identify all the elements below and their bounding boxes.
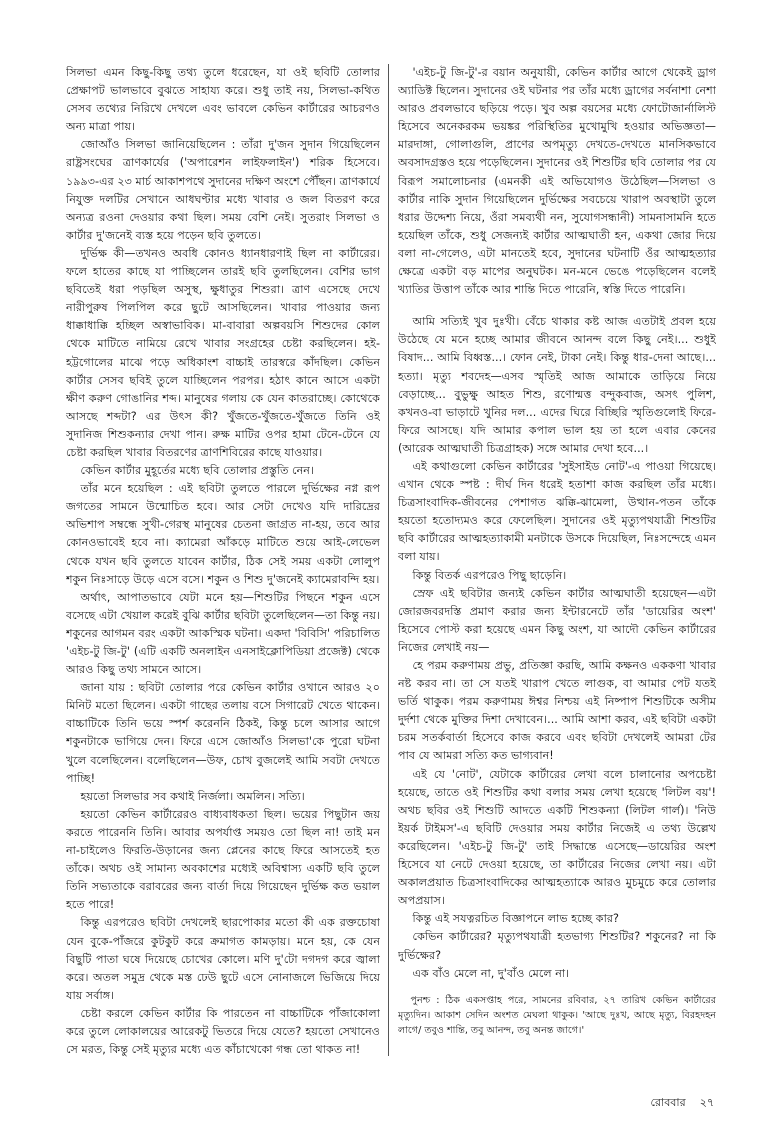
- paragraph: এই কথাগুলো কেভিন কার্টারের 'সুইসাইড নোট'-এ পাওয়া গিয়েছে। এখান থেকে স্পষ্ট : দীর্ঘ দিন ধরেই হতাশা কাজ করছিল তাঁর মধ্যে। চিত্রসাংবাদিক-জীবনের পেশাগত ঝক্কি-ঝামেলা, উত্থান-পতন তাঁকে হয়তো হতোদ্যমও করে ফেলেছিল। সুদানের ওই মৃত্যুপথযাত্রী শিশুটির ছবি কার্টারের আত্মহত্যাকামী মনটাকে উসকে দিয়েছিল, নিঃসন্দেহে এমন বলা যায়।: [398, 459, 716, 564]
- paragraph: চেষ্টা করলে কেভিন কার্টার কি পারতেন না বাচ্চাটিকে পাঁজাকোলা করে তুলে লোকালয়ের আরেকটু ভিতরে দিয়ে যেতে? হয়তো সেখানেও সে মরত, কিন্তু সেই মৃত্যুর মধ্যে এত কাঁচাখেকো গন্ধ তো থাকত না!: [66, 1006, 380, 1057]
- paragraph: কিন্তু বিতর্ক এরপরেও পিছু ছাড়েনি।: [412, 568, 567, 582]
- paragraph: হয়তো সিলভার সব কথাই নির্জলা। অমলিন। সত্যি।: [80, 789, 305, 803]
- page-footer: [636, 1094, 714, 1113]
- paragraph: এই যে 'নোট', যেটাকে কার্টারের লেখা বলে চালানোর অপচেষ্টা হয়েছে, তাতে ওই শিশুটির কথা বলার সময় লেখা হয়েছে 'লিটল বয়'! অথচ ছবির ওই শিশুটি আদতে একটি শিশুকন্যা (লিটল গার্ল)। 'নিউ ইয়র্ক টাইমস'-এ ছবিটি দেওয়ার সময় কার্টার নিজেই এ তথ্য উল্লেখ করেছিলেন। 'এইচ-টু জি-টু' তাই সিদ্ধান্তে এসেছে—ডায়েরির অংশ হিসেবে যা নেটে দেওয়া হয়েছে, তা কার্টারের নিজের লেখা নয়। এটা অকালপ্রয়াত চিত্রসাংবাদিকের আত্মহত্যাকে আরও মুচমুচে করে তোলার অপপ্রয়াস।: [398, 767, 716, 908]
- paragraph: কেভিন কার্টারের? মৃত্যুপথযাত্রী হতভাগ্য শিশুটির? শকুনের? না কি দুর্ভিক্ষের?: [398, 930, 716, 962]
- paragraph: সিলভা এমন কিছু-কিছু তথ্য তুলে ধরেছেন, যা ওই ছবিটি তোলার প্রেক্ষাপট ভালভাবে বুঝতে সাহায্য করে। শুধু তাই নয়, সিলভা-কথিত সেসব তথ্যের নিরিখে দেখলে এবং ভাবলে কেভিন কার্টারের আচরণও অন্য মাত্রা পায়।: [66, 66, 380, 134]
- paragraph: হয়তো কেভিন কার্টারেরও বাধ্যবাধকতা ছিল। ভয়ের পিছুটান জয় করতে পারেননি তিনি। আবার অপর্যাপ্ত সময়ও তো ছিল না! তাই মন না-চাইলেও ফিরতি-উড়ানের জন্য প্লেনের কাছে ফিরে আসতেই হত তাঁকে। অথচ ওই সামান্য অবকাশের মধ্যেই অবিশ্বাস্য একটি ছবি তুলে তিনি সভ্যতাকে বরাবরের জন্য বার্তা দিয়ে গিয়েছেন দুর্ভিক্ষ কত ভয়াল হতে পারে!: [66, 807, 380, 912]
- paragraph: কিন্তু এরপরেও ছবিটা দেখলেই ছারপোকার মতো কী এক রক্তচোষা যেন বুকে-পাঁজরে কুটকুট করে ক্রমাগত কামড়ায়। মনে হয়, কে যেন বিছুটি পাতা ঘষে দিয়েছে চোখের কোলে। মণি দু'টো দগদগ করে জ্বালা করে। অতল সমুদ্র থেকে মস্ত ঢেউ ছুটে এসে নোনাজলে ভিজিয়ে দিয়ে যায় সর্বাঙ্গ।: [66, 916, 380, 1002]
- paragraph: কেভিন কার্টার মুহূর্তের মধ্যে ছবি তোলার প্রস্তুতি নেন।: [80, 464, 314, 478]
- page-number: ২৭: [699, 1096, 714, 1109]
- paragraph: অর্থাৎ, আপাতভাবে যেটা মনে হয়—শিশুটির পিছনে শকুন এসে বসেছে এটা খেয়াল করেই বুঝি কার্টার ছবিটা তুলেছিলেন—তা কিন্তু নয়। শকুনের আগমন বরং একটা আকস্মিক ঘটনা। একদা 'বিবিসি' পরিচালিত 'এইচ-টু জি-টু' (এটি একটি অনলাইন এনসাইক্লোপিডিয়া প্রজেক্ট) থেকে আরও কিছু তথ্য সামনে আসে।: [66, 590, 380, 677]
- paragraph: দুর্ভিক্ষ কী—তখনও অবধি কোনও ধ্যানধারণাই ছিল না কার্টারের। ফলে হাতের কাছে যা পাচ্ছিলেন তারই ছবি তুলছিলেন। বেশির ভাগ ছবিতেই ধরা পড়ছিল অসুস্থ, ক্ষুধাতুর শিশুরা। ত্রাণ এসেছে দেখে নারীপুরুষ পিলপিল করে ছুটে আসছিলেন। খাবার পাওয়ার জন্য ধাক্কাধাক্কি হচ্ছিল অস্বাভাবিক। মা-বাবারা অল্পবয়সি শিশুদের কোল থেকে মাটিতে নামিয়ে রেখে খাবার সংগ্রহের চেষ্টা করছিলেন। হই-হট্টগোলের মাঝে পড়ে অধিকাংশ বাচ্চাই তারস্বরে কাঁদছিল। কেভিন কার্টার সেসব ছবিই তুলে যাচ্ছিলেন পরপর। হঠাৎ কানে আসে একটা ক্ষীণ করুণ গোঙানির শব্দ। মানুষের গলায় কে যেন কাতরাচ্ছে। কোথেকে আসছে শব্দটা? এর উৎস কী? খুঁজতে-খুঁজতে-খুঁজতে তিনি ওই সুদানিজ শিশুকন্যার দেখা পান। রুক্ষ মাটির ওপর হামা টেনে-টেনে যে চেষ্টা করছিল খাবার বিতরণের ত্রাণশিবিরের কাছে যাওয়ার।: [66, 246, 380, 459]
- paragraph: কিন্তু এই সযত্নরচিত বিজ্ঞাপনে লাভ হচ্ছে কার?: [412, 912, 619, 926]
- column-divider: [388, 64, 389, 1056]
- quoted-diary-excerpt: হে পরম করুণাময় প্রভু, প্রতিজ্ঞা করছি, আমি কক্ষনও এককণা খাবার নষ্ট করব না। তা সে যতই খারাপ খেতে লাগুক, বা আমার পেট যতই ভর্তি থাকুক। পরম করুণাময় ঈশ্বর নিশ্চয় এই নিষ্পাপ শিশুটিকে অসীম দুর্দশা থেকে মুক্তির দিশা দেখাবেন।... আমি আশা করব, এই ছবিটা একটা চরম সতর্কবার্তা হিসেবে কাজ করবে এবং ছবিটা দেখলেই আমরা টের পাব যে আমরা সত্যি কত ভাগ্যবান!: [398, 659, 716, 763]
- section-name: রোববার: [650, 1096, 686, 1109]
- right-column: [398, 64, 716, 1124]
- paragraph: জোআঁও সিলভা জানিয়েছিলেন : তাঁরা দু'জন সুদান গিয়েছিলেন রাষ্ট্রসংঘের ত্রাণকার্যের ('অপারেশন লাইফলাইন') শরিক হিসেবে। ১৯৯৩-এর ২৩ মার্চ আকাশপথে সুদানের দক্ষিণ অংশে পৌঁছন। ত্রাণকার্যে নিযুক্ত দলটির সেখানে আধঘণ্টার মধ্যে খাবার ও জল বিতরণ করে অন্যত্র রওনা দেওয়ার কথা ছিল। সময় বেশি নেই। সুতরাং সিলভা ও কার্টার দু'জনেই ব্যস্ত হয়ে পড়েন ছবি তুলতে।: [66, 138, 380, 242]
- paragraph: 'এইচ-টু জি-টু'-র বয়ান অনুযায়ী, কেভিন কার্টার আগে থেকেই ড্রাগ অ্যাডিক্ট ছিলেন। সুদানের ওই ঘটনার পর তাঁর মধ্যে ড্রাগের সর্বনাশা নেশা আরও প্রবলভাবে ছড়িয়ে পড়ে। খুব অল্প বয়সের মধ্যে ফোটোজার্নালিস্ট হিসেবে অনেকরকম ভয়ঙ্কর পরিস্থিতির মুখোমুখি হওয়ার অভিজ্ঞতা—মারদাঙ্গা, গোলাগুলি, প্রাণের অপমৃত্যু দেখতে-দেখতে মানসিকভাবে অবসাদগ্রস্তও হয়ে পড়েছিলেন। সুদানের ওই শিশুটির ছবি তোলার পর যে বিরূপ সমালোচনার (এমনকী এই অভিযোগও উঠেছিল—সিলভা ও কার্টার নাকি সুদান গিয়েছিলেন দুর্ভিক্ষের সবচেয়ে খারাপ অবস্থাটা তুলে ধরার উদ্দেশ্য নিয়ে, ওঁরা সমব্যথী নন, সুযোগসন্ধানী) সামনাসামনি হতে হয়েছিল তাঁকে, শুধু সেজন্যই কার্টার আত্মঘাতী হন, একথা জোর দিয়ে বলা না-গেলেও, এটা মানতেই হবে, সুদানের ঘটনাটি ওঁর আত্মহত্যার ক্ষেত্রে একটা বড় মাপের অনুঘটক। মন-মনে ভেঙে পড়েছিলেন বলেই খ্যাতির উত্তাপ তাঁকে আর শান্তি দিতে পারেনি, স্বস্তি দিতে পারেনি।: [398, 66, 716, 297]
- left-column: [66, 64, 380, 1104]
- paragraph: জানা যায় : ছবিটা তোলার পরে কেভিন কার্টার ওখানে আরও ২০ মিনিট মতো ছিলেন। একটা গাছের তলায় বসে সিগারেট খেতে থাকেন। বাচ্চাটিকে তিনি ভয়ে স্পর্শ করেননি ঠিকই, কিন্তু চলে আসার আগে শকুনটাকে ভাগিয়ে দেন। ফিরে এসে জোআঁও সিলভা'কে পুরো ঘটনা খুলে বলেছিলেন। বলেছিলেন—উফ, চোখ বুজলেই আমি সবটা দেখতে পাচ্ছি!: [66, 681, 380, 785]
- quoted-suicide-note: আমি সত্যিই খুব দুঃখী। বেঁচে থাকার কষ্ট আজ এতটাই প্রবল হয়ে উঠেছে যে মনে হচ্ছে আমার জীবনে আনন্দ বলে কিছু নেই।... শুধুই বিষাদ... আমি বিধ্বস্ত...। ফোন নেই, টাকা নেই। কিন্তু ধার-দেনা আছে।... হত্যা। মৃত্যু শবদেহ—এসব স্মৃতিই আজ আমাকে তাড়িয়ে নিয়ে বেড়াচ্ছে... বুভুক্ষু আহত শিশু, রণোন্মত্ত বন্দুকবাজ, অসৎ পুলিশ, কখনও-বা ভাড়াটে খুনির দল... এদের ঘিরে বিচ্ছিরি স্মৃতিগুলোই ফিরে-ফিরে আসছে। যদি আমার কপাল ভাল হয় তা হলে এবার কেনের (আরেক আত্মঘাতী চিত্রগ্রাহক) সঙ্গে আমার দেখা হবে...।: [398, 315, 716, 455]
- paragraph: স্রেফ এই ছবিটার জন্যই কেভিন কার্টার আত্মঘাতী হয়েছেন—এটা জোরজবরদস্তি প্রমাণ করার জন্য ইন্টারনেটে তাঁর 'ডায়েরির অংশ' হিসেবে পোস্ট করা হয়েছে এমন কিছু অংশ, যা আদৌ কেভিন কার্টারের নিজের লেখাই নয়—: [398, 586, 716, 654]
- paragraph: এক বাঁও মেলে না, দু'বাঁও মেলে না।: [412, 966, 570, 980]
- postscript: পুনশ্চ : ঠিক একসপ্তাহ পরে, সামনের রবিবার, ২৭ তারিখ কেভিন কার্টারের মৃত্যুদিন। আকাশ সেদিন অংশত মেঘলা থাকুক। 'আছে দুঃখ, আছে মৃত্যু, বিরহদহন লাগে/ তবুও শান্তি, তবু আনন্দ, তবু অনন্ত জাগে।': [398, 994, 716, 1036]
- paragraph: তাঁর মনে হয়েছিল : এই ছবিটা তুলতে পারলে দুর্ভিক্ষের নগ্ন রূপ জগতের সামনে উন্মোচিত হবে। আর সেটা দেখেও যদি দারিদ্রের অভিশাপ সম্বন্ধে সুখী-গেরস্থ মানুষের চেতনা জাগ্রত না-হয়, তবে আর কোনওভাবেই হবে না। ক্যামেরা আঁকড়ে মাটিতে শুয়ে আই-লেভেল থেকে যখন ছবি তুলতে যাবেন কার্টার, ঠিক সেই সময় একটা লোলুপ শকুন নিঃসাড়ে উড়ে এসে বসে। শকুন ও শিশু দু'জনেই ক্যামেরাবন্দি হয়।: [66, 482, 380, 586]
